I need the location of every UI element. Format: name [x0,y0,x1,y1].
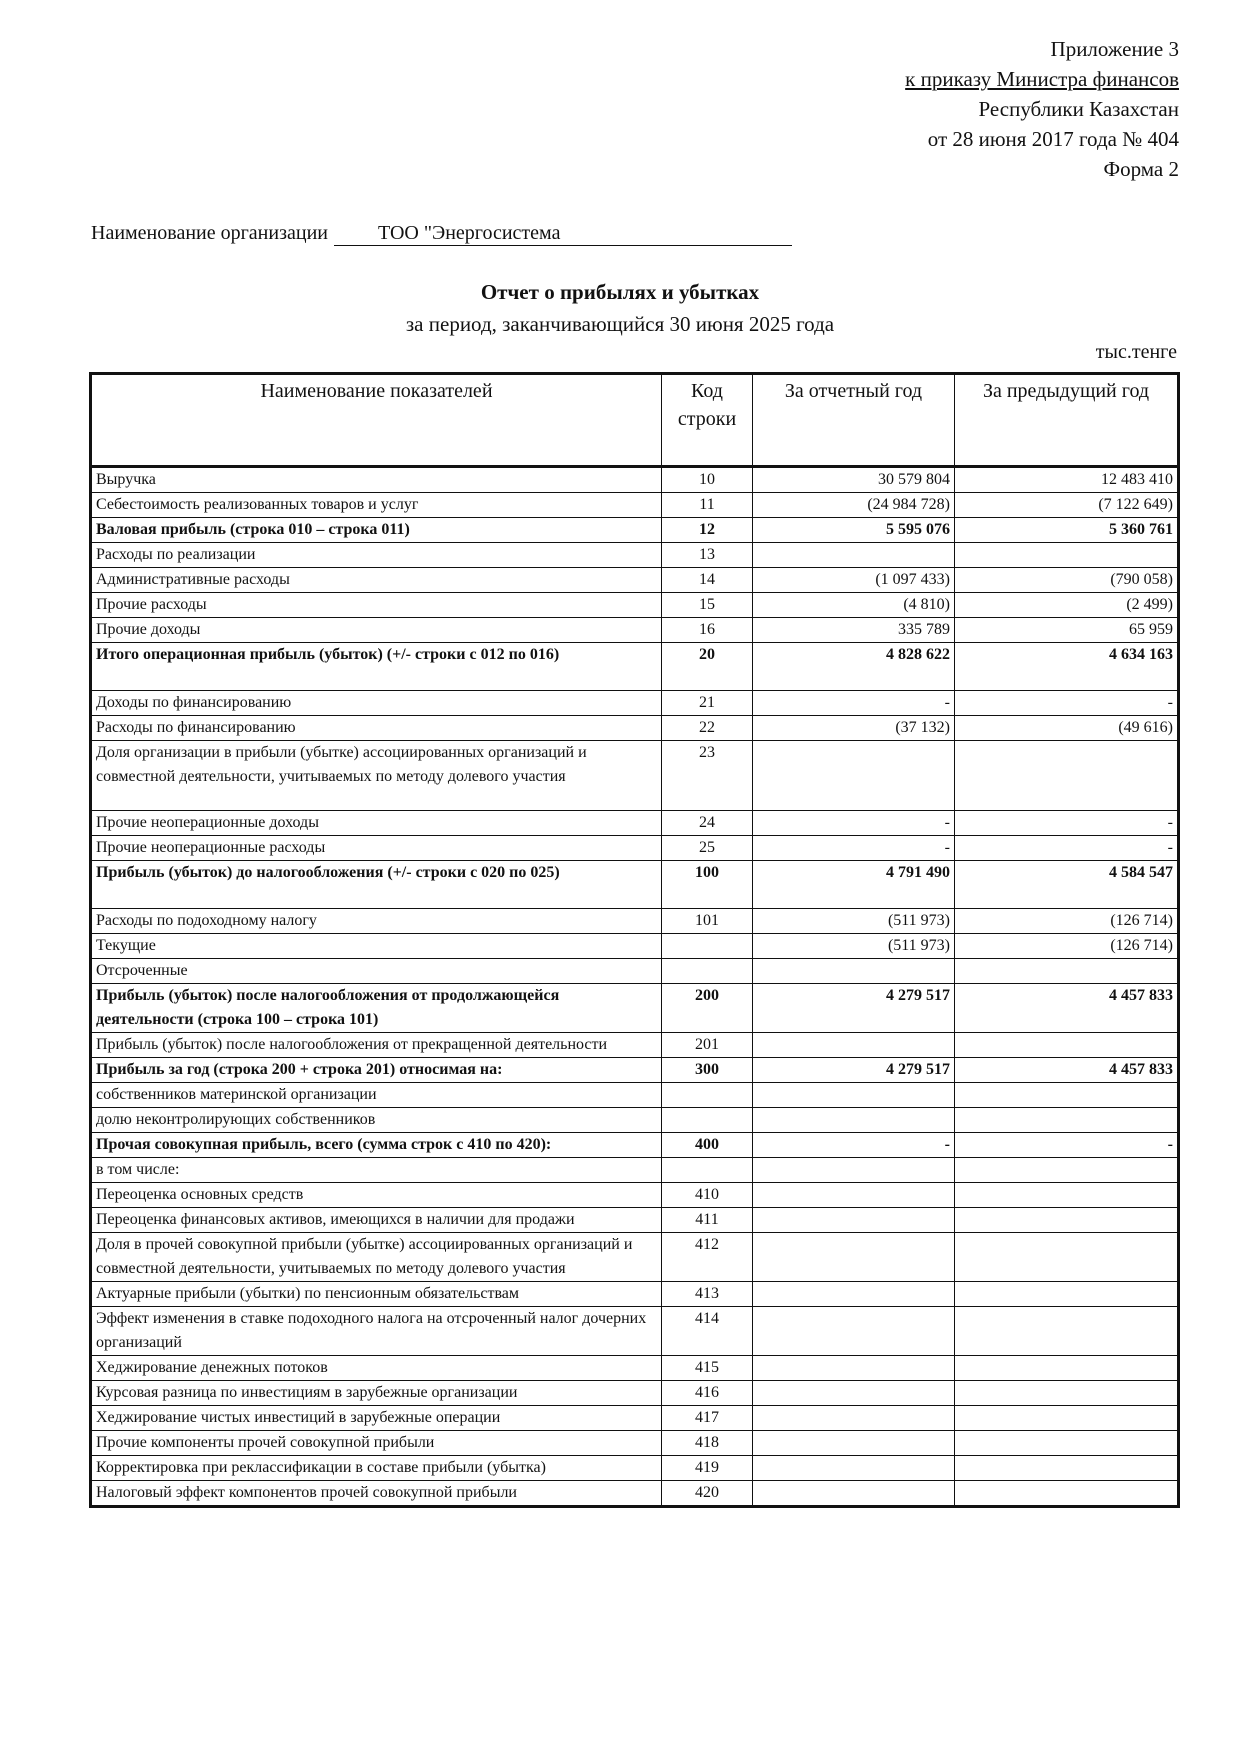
table-row [91,1158,1179,1183]
row-code: 419 [662,1456,753,1481]
appendix-line: Приложение 3 [1050,37,1179,61]
row-previous-value [955,741,1179,811]
row-previous-value [955,1356,1179,1381]
row-current-value: - [753,836,955,861]
row-current-value [753,1108,955,1133]
row-current-value: 4 828 622 [753,643,955,691]
row-name: Итого операционная прибыль (убыток) (+/- строки с 012 по 016) [91,643,662,691]
row-current-value [753,543,955,568]
row-code: 300 [662,1058,753,1083]
form-number: Форма 2 [1103,157,1179,181]
row-name: Доля организации в прибыли (убытке) ассоциированных организаций и совместной деятельности, учитываемых по методу долевого участия [91,741,662,811]
row-code: 201 [662,1033,753,1058]
row-name: Себестоимость реализованных товаров и услуг [91,493,662,518]
row-current-value [753,1033,955,1058]
row-code: 11 [662,493,753,518]
row-code: 21 [662,691,753,716]
header-code [662,374,753,467]
row-code: 412 [662,1233,753,1282]
row-previous-value [955,1381,1179,1406]
row-current-value [753,1456,955,1481]
row-previous-value [955,1108,1179,1133]
decree-line: к приказу Министра финансов [905,67,1179,91]
row-code: 414 [662,1307,753,1356]
row-previous-value: 12 483 410 [955,467,1179,493]
row-code: 25 [662,836,753,861]
table-row [91,861,1179,909]
row-current-value: 5 595 076 [753,518,955,543]
table-row [91,1208,1179,1233]
row-code [662,1158,753,1183]
row-previous-value [955,1158,1179,1183]
row-current-value: 4 279 517 [753,1058,955,1083]
row-code: 416 [662,1381,753,1406]
table-row [91,1406,1179,1431]
table-row [91,1431,1179,1456]
row-current-value: (1 097 433) [753,568,955,593]
row-name: Хеджирование денежных потоков [91,1356,662,1381]
table-row [91,1356,1179,1381]
row-current-value: 4 279 517 [753,984,955,1033]
row-current-value [753,1208,955,1233]
row-name: Прочая совокупная прибыль, всего (сумма строк с 410 по 420): [91,1133,662,1158]
row-code: 418 [662,1431,753,1456]
row-current-value: (24 984 728) [753,493,955,518]
row-code: 100 [662,861,753,909]
table-row [91,1033,1179,1058]
report-period: за период, заканчивающийся 30 июня 2025 года [405,312,835,336]
row-previous-value: 4 457 833 [955,984,1179,1033]
row-previous-value [955,1406,1179,1431]
row-name: Выручка [91,467,662,493]
row-previous-value [955,1208,1179,1233]
row-code: 400 [662,1133,753,1158]
row-current-value: (511 973) [753,909,955,934]
row-code: 410 [662,1183,753,1208]
row-current-value: 30 579 804 [753,467,955,493]
table-row [91,593,1179,618]
row-name: Административные расходы [91,568,662,593]
table-row [91,1133,1179,1158]
table-row [91,691,1179,716]
row-code: 101 [662,909,753,934]
row-previous-value: 4 584 547 [955,861,1179,909]
header-code-line2: строки [677,408,737,430]
report-title: Отчет о прибылях и убытках [480,280,760,304]
row-current-value [753,741,955,811]
table-row [91,1183,1179,1208]
row-name: Курсовая разница по инвестициям в зарубежные организации [91,1381,662,1406]
decree-date-line: от 28 июня 2017 года № 404 [927,127,1179,151]
row-previous-value: 65 959 [955,618,1179,643]
row-code: 15 [662,593,753,618]
row-previous-value: - [955,811,1179,836]
row-code: 417 [662,1406,753,1431]
appendix-header [905,34,1179,184]
row-code: 413 [662,1282,753,1307]
row-code: 22 [662,716,753,741]
units-label: тыс.тенге [1095,341,1177,363]
row-name: Эффект изменения в ставке подоходного налога на отсроченный налог дочерних организаций [91,1307,662,1356]
row-previous-value: (2 499) [955,593,1179,618]
row-current-value [753,1158,955,1183]
table-row [91,716,1179,741]
row-name: Прочие неоперационные доходы [91,811,662,836]
header-code-line1: Код [691,380,723,402]
row-current-value: (511 973) [753,934,955,959]
table-row [91,1456,1179,1481]
row-current-value: - [753,691,955,716]
row-code [662,1083,753,1108]
row-name: Доходы по финансированию [91,691,662,716]
row-previous-value [955,1456,1179,1481]
row-previous-value: (790 058) [955,568,1179,593]
row-current-value [753,1183,955,1208]
row-name: Переоценка основных средств [91,1183,662,1208]
row-previous-value: - [955,1133,1179,1158]
row-current-value: (37 132) [753,716,955,741]
row-name: Прибыль (убыток) после налогообложения от продолжающейся деятельности (строка 100 – строка 101) [91,984,662,1033]
table-row [91,1481,1179,1507]
row-name: Налоговый эффект компонентов прочей совокупной прибыли [91,1481,662,1507]
row-name: Актуарные прибыли (убытки) по пенсионным обязательствам [91,1282,662,1307]
table-header-row [91,374,1179,467]
row-name: Прибыль (убыток) до налогообложения (+/- строки с 020 по 025) [91,861,662,909]
table-row [91,643,1179,691]
table-row [91,1083,1179,1108]
row-code [662,934,753,959]
row-current-value [753,1406,955,1431]
header-previous-year: За предыдущий год [955,374,1179,467]
row-current-value [753,1481,955,1507]
row-current-value [753,1233,955,1282]
income-statement-table [89,372,1180,1508]
table-row [91,984,1179,1033]
row-previous-value [955,1307,1179,1356]
table-row [91,1108,1179,1133]
row-name: Отсроченные [91,959,662,984]
table-row [91,568,1179,593]
row-previous-value [955,959,1179,984]
row-previous-value: 4 457 833 [955,1058,1179,1083]
row-current-value [753,1083,955,1108]
row-code: 24 [662,811,753,836]
table-row [91,1233,1179,1282]
row-previous-value [955,1233,1179,1282]
table-row [91,467,1179,493]
table-row [91,811,1179,836]
row-previous-value: (49 616) [955,716,1179,741]
row-name: Прибыль (убыток) после налогообложения от прекращенной деятельности [91,1033,662,1058]
table-row [91,1307,1179,1356]
row-current-value [753,1381,955,1406]
table-row [91,618,1179,643]
organization-line [91,221,792,246]
row-current-value: 4 791 490 [753,861,955,909]
table-row [91,518,1179,543]
row-previous-value [955,1033,1179,1058]
table-row [91,909,1179,934]
row-current-value [753,1282,955,1307]
row-name: собственников материнской организации [91,1083,662,1108]
row-code: 200 [662,984,753,1033]
row-current-value: (4 810) [753,593,955,618]
row-code: 23 [662,741,753,811]
row-current-value [753,1431,955,1456]
row-name: Расходы по реализации [91,543,662,568]
row-name: Валовая прибыль (строка 010 – строка 011) [91,518,662,543]
row-name: Расходы по финансированию [91,716,662,741]
row-code: 20 [662,643,753,691]
row-name: Расходы по подоходному налогу [91,909,662,934]
row-current-value [753,1307,955,1356]
header-name: Наименование показателей [91,374,662,467]
row-current-value: - [753,1133,955,1158]
table-row [91,959,1179,984]
row-name: Прочие расходы [91,593,662,618]
row-name: Переоценка финансовых активов, имеющихся в наличии для продажи [91,1208,662,1233]
row-code [662,959,753,984]
row-name: Прочие компоненты прочей совокупной прибыли [91,1431,662,1456]
row-name: Доля в прочей совокупной прибыли (убытке) ассоциированных организаций и совместной деятельности, учитываемых по методу долевого участия [91,1233,662,1282]
table-row [91,1381,1179,1406]
header-current-year: За отчетный год [753,374,955,467]
row-current-value [753,1356,955,1381]
table-row [91,1058,1179,1083]
row-previous-value [955,1183,1179,1208]
row-current-value [753,959,955,984]
table-body [91,467,1179,1507]
row-previous-value: 4 634 163 [955,643,1179,691]
row-previous-value: - [955,836,1179,861]
row-previous-value: (126 714) [955,909,1179,934]
row-previous-value [955,543,1179,568]
row-name: Прочие доходы [91,618,662,643]
row-code [662,1108,753,1133]
row-name: Прибыль за год (строка 200 + строка 201) относимая на: [91,1058,662,1083]
row-previous-value: (7 122 649) [955,493,1179,518]
row-code: 14 [662,568,753,593]
row-code: 10 [662,467,753,493]
row-current-value: 335 789 [753,618,955,643]
organization-label: Наименование организации [91,222,328,244]
table-row [91,1282,1179,1307]
row-code: 415 [662,1356,753,1381]
row-name: Прочие неоперационные расходы [91,836,662,861]
row-current-value: - [753,811,955,836]
row-name: долю неконтролирующих собственников [91,1108,662,1133]
table-row [91,543,1179,568]
row-name: Корректировка при реклассификации в составе прибыли (убытка) [91,1456,662,1481]
row-code: 13 [662,543,753,568]
row-name: Текущие [91,934,662,959]
table-row [91,741,1179,811]
republic-line: Республики Казахстан [978,97,1179,121]
table-row [91,493,1179,518]
organization-name: ТОО "Энергосистема [334,221,792,246]
row-code: 16 [662,618,753,643]
row-previous-value [955,1083,1179,1108]
row-previous-value [955,1282,1179,1307]
row-code: 411 [662,1208,753,1233]
row-name: Хеджирование чистых инвестиций в зарубежные операции [91,1406,662,1431]
table-row [91,836,1179,861]
row-name: в том числе: [91,1158,662,1183]
row-previous-value: 5 360 761 [955,518,1179,543]
row-previous-value: (126 714) [955,934,1179,959]
row-previous-value [955,1431,1179,1456]
row-previous-value: - [955,691,1179,716]
row-code: 420 [662,1481,753,1507]
row-code: 12 [662,518,753,543]
table-row [91,934,1179,959]
row-previous-value [955,1481,1179,1507]
